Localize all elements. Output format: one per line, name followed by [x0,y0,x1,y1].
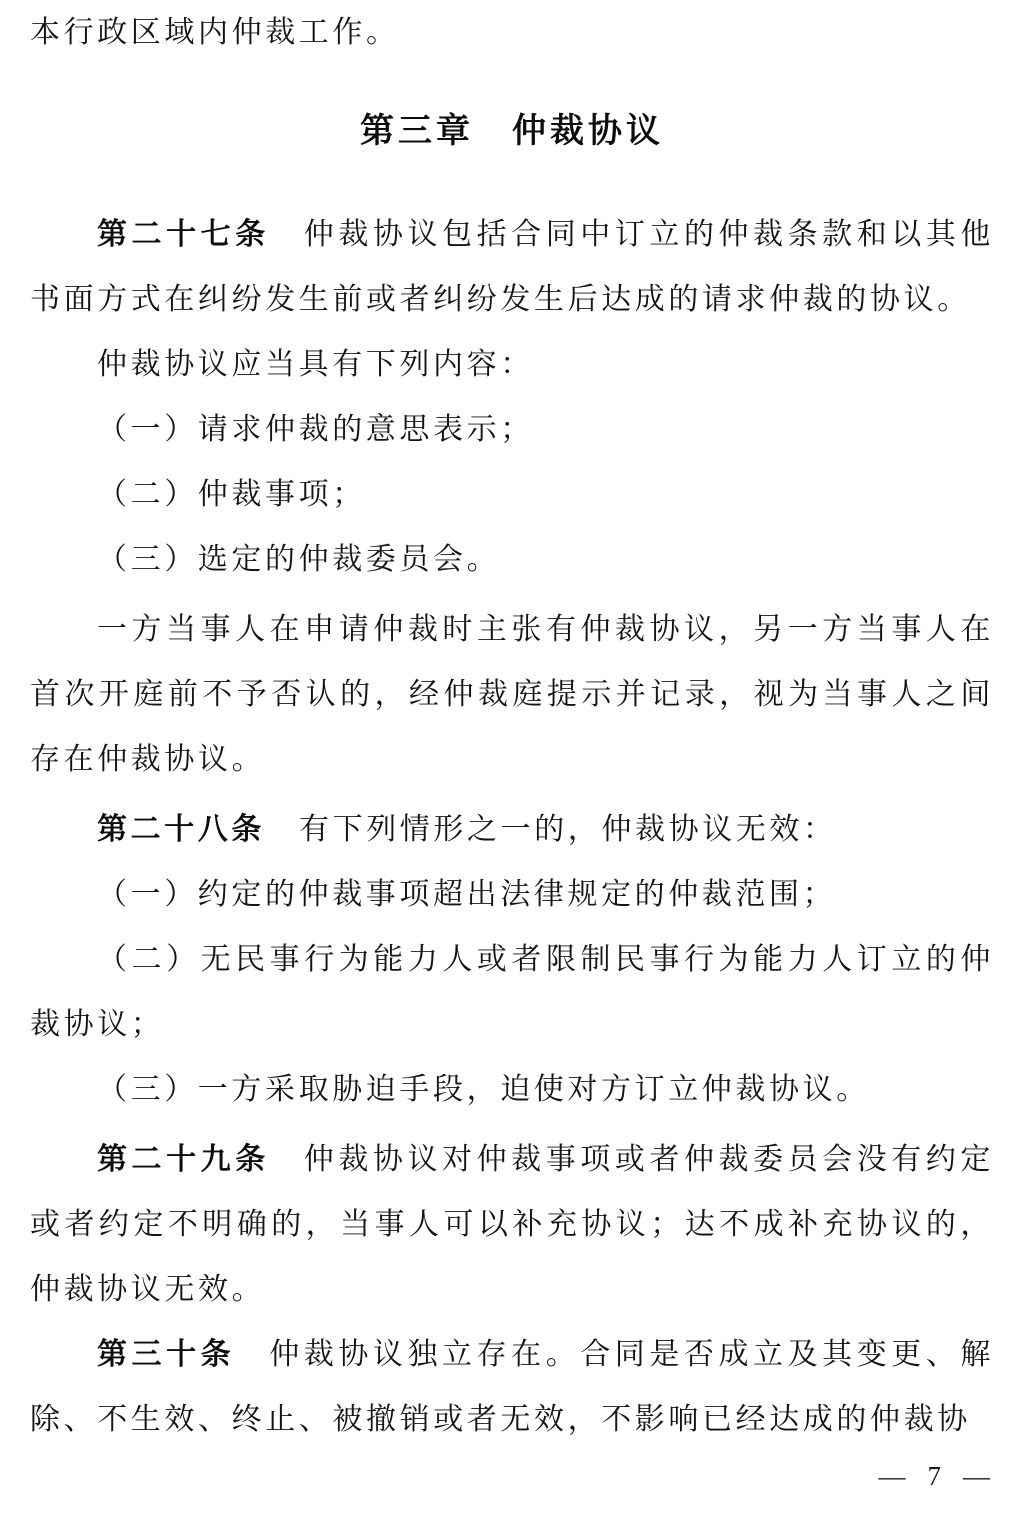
page-number [879,1461,991,1491]
continuation-paragraph: 本行政区域内仲裁工作。 [30,16,400,49]
article-30-paragraph [30,1322,994,1452]
article-27-items-intro: 仲裁协议应当具有下列内容： [97,348,534,381]
article-27-text: 仲裁协议包括合同中订立的仲裁条款和以其他书面方式在纠纷发生前或者纠纷发生后达成的请求仲裁的协议。 [30,218,995,316]
article-27-paragraph [30,202,994,332]
article-27-number: 第二十七条 [97,218,270,251]
article-27-item-1: （一）请求仲裁的意思表示； [97,413,534,446]
article-28-text: 有下列情形之一的，仲裁协议无效： [299,813,837,846]
article-30-text: 仲裁协议独立存在。合同是否成立及其变更、解除、不生效、终止、被撤销或者无效，不影响已经达成的仲裁协 [30,1338,994,1436]
article-27-closing-paragraph: 一方当事人在申请仲裁时主张有仲裁协议，另一方当事人在首次开庭前不予否认的，经仲裁庭提示并记录，视为当事人之间存在仲裁协议。 [30,613,994,776]
page-number-value: 7 [927,1461,941,1491]
article-27-item-3: （三）选定的仲裁委员会。 [97,543,501,576]
chapter-heading: 第三章 仲裁协议 [360,112,664,150]
article-28-paragraph [30,797,994,862]
page-number-dash-left: — [878,1461,906,1491]
article-28-item-2: （二）无民事行为能力人或者限制民事行为能力人订立的仲裁协议； [30,943,994,1041]
article-28-item-1: （一）约定的仲裁事项超出法律规定的仲裁范围； [97,878,837,911]
page-number-dash-right: — [963,1461,990,1491]
article-28-item-3: （三）一方采取胁迫手段，迫使对方订立仲裁协议。 [97,1073,870,1106]
article-29-number: 第二十九条 [97,1143,270,1176]
article-27-item-2: （二）仲裁事项； [97,478,366,511]
article-30-number: 第三十条 [97,1338,236,1371]
article-28-number: 第二十八条 [97,813,265,846]
article-29-text: 仲裁协议对仲裁事项或者仲裁委员会没有约定或者约定不明确的，当事人可以补充协议；达不成补充协议的，仲裁协议无效。 [30,1143,995,1306]
article-29-paragraph [30,1127,994,1322]
